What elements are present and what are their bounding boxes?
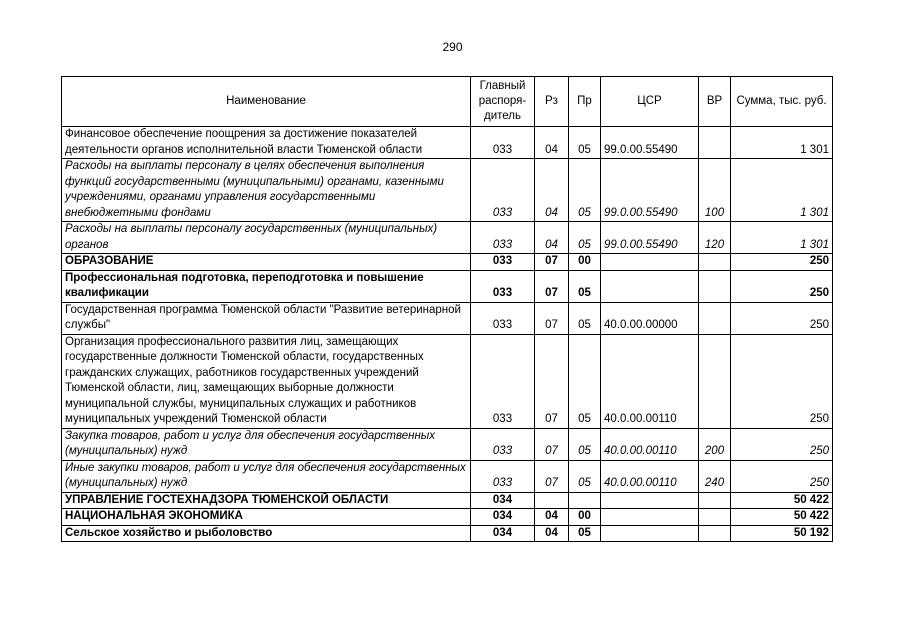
- header-pr: Пр: [569, 77, 601, 127]
- cell-rz: 07: [535, 460, 569, 492]
- table-body: [62, 127, 833, 542]
- cell-rz: 07: [535, 428, 569, 460]
- table-row: [62, 509, 833, 526]
- cell-vr: [699, 334, 731, 428]
- header-csr: ЦСР: [601, 77, 699, 127]
- cell-pr: 05: [569, 270, 601, 302]
- header-manager: Главный распоря-дитель: [471, 77, 535, 127]
- cell-name: НАЦИОНАЛЬНАЯ ЭКОНОМИКА: [62, 509, 471, 526]
- cell-sum: 250: [731, 428, 833, 460]
- cell-csr: [601, 492, 699, 509]
- cell-manager: 033: [471, 334, 535, 428]
- cell-vr: [699, 302, 731, 334]
- cell-csr: 99.0.00.55490: [601, 127, 699, 159]
- cell-sum: 1 301: [731, 159, 833, 222]
- cell-rz: 04: [535, 222, 569, 254]
- cell-manager: 033: [471, 460, 535, 492]
- header-vr: ВР: [699, 77, 731, 127]
- cell-name: Расходы на выплаты персоналу государственных (муниципальных) органов: [62, 222, 471, 254]
- table-row: [62, 222, 833, 254]
- cell-vr: [699, 492, 731, 509]
- table-row: [62, 525, 833, 542]
- cell-sum: 1 301: [731, 222, 833, 254]
- cell-csr: [601, 525, 699, 542]
- cell-pr: 05: [569, 127, 601, 159]
- cell-rz: 04: [535, 509, 569, 526]
- page-number: 290: [442, 40, 463, 54]
- cell-csr: 40.0.00.00110: [601, 428, 699, 460]
- cell-name: Организация профессионального развития лиц, замещающих государственные должности Тюменской области, государственных гражданских служащих, работников государственных учреждений Тюменской области, лиц, замещающих выборные должности муниципальной службы, муниципальных служащих и работников муниципальных учреждений Тюменской области: [62, 334, 471, 428]
- cell-vr: 120: [699, 222, 731, 254]
- cell-csr: [601, 509, 699, 526]
- cell-sum: 50 192: [731, 525, 833, 542]
- cell-vr: [699, 270, 731, 302]
- cell-pr: 05: [569, 525, 601, 542]
- cell-rz: 04: [535, 159, 569, 222]
- table-row: [62, 428, 833, 460]
- cell-manager: 033: [471, 222, 535, 254]
- cell-name: Финансовое обеспечение поощрения за достижение показателей деятельности органов исполнительной власти Тюменской области: [62, 127, 471, 159]
- cell-vr: [699, 525, 731, 542]
- cell-csr: 40.0.00.00110: [601, 460, 699, 492]
- cell-vr: [699, 254, 731, 271]
- table-row: [62, 270, 833, 302]
- cell-rz: 07: [535, 302, 569, 334]
- cell-pr: 05: [569, 334, 601, 428]
- cell-name: Иные закупки товаров, работ и услуг для обеспечения государственных (муниципальных) нужд: [62, 460, 471, 492]
- cell-sum: 250: [731, 460, 833, 492]
- cell-sum: 50 422: [731, 492, 833, 509]
- cell-vr: 100: [699, 159, 731, 222]
- cell-csr: 99.0.00.55490: [601, 222, 699, 254]
- cell-manager: 034: [471, 509, 535, 526]
- cell-pr: 05: [569, 159, 601, 222]
- cell-rz: [535, 492, 569, 509]
- cell-sum: 1 301: [731, 127, 833, 159]
- cell-pr: 05: [569, 222, 601, 254]
- cell-vr: [699, 127, 731, 159]
- cell-pr: 00: [569, 254, 601, 271]
- cell-csr: [601, 270, 699, 302]
- table-header-row: [62, 77, 833, 127]
- table-row: [62, 302, 833, 334]
- cell-sum: 250: [731, 302, 833, 334]
- header-sum: Сумма, тыс. руб.: [731, 77, 833, 127]
- cell-manager: 033: [471, 159, 535, 222]
- cell-vr: [699, 509, 731, 526]
- cell-csr: 40.0.00.00000: [601, 302, 699, 334]
- cell-csr: 40.0.00.00110: [601, 334, 699, 428]
- cell-manager: 033: [471, 428, 535, 460]
- cell-name: УПРАВЛЕНИЕ ГОСТЕХНАДЗОРА ТЮМЕНСКОЙ ОБЛАСТИ: [62, 492, 471, 509]
- cell-manager: 033: [471, 127, 535, 159]
- cell-pr: 05: [569, 460, 601, 492]
- budget-table: [61, 76, 833, 542]
- cell-manager: 034: [471, 525, 535, 542]
- cell-name: Сельское хозяйство и рыболовство: [62, 525, 471, 542]
- cell-pr: 00: [569, 509, 601, 526]
- cell-rz: 07: [535, 334, 569, 428]
- cell-name: Профессиональная подготовка, переподготовка и повышение квалификации: [62, 270, 471, 302]
- cell-manager: 033: [471, 302, 535, 334]
- cell-rz: 07: [535, 270, 569, 302]
- cell-vr: 240: [699, 460, 731, 492]
- cell-rz: 04: [535, 127, 569, 159]
- cell-rz: 07: [535, 254, 569, 271]
- cell-pr: 05: [569, 428, 601, 460]
- cell-sum: 250: [731, 334, 833, 428]
- cell-sum: 50 422: [731, 509, 833, 526]
- cell-manager: 034: [471, 492, 535, 509]
- cell-pr: 05: [569, 302, 601, 334]
- cell-pr: [569, 492, 601, 509]
- cell-sum: 250: [731, 254, 833, 271]
- table-row: [62, 127, 833, 159]
- cell-vr: 200: [699, 428, 731, 460]
- cell-manager: 033: [471, 270, 535, 302]
- table-row: [62, 460, 833, 492]
- cell-sum: 250: [731, 270, 833, 302]
- cell-csr: 99.0.00.55490: [601, 159, 699, 222]
- cell-csr: [601, 254, 699, 271]
- cell-name: Государственная программа Тюменской области "Развитие ветеринарной службы": [62, 302, 471, 334]
- table-row: [62, 334, 833, 428]
- table-row: [62, 159, 833, 222]
- table-row: [62, 492, 833, 509]
- cell-name: Расходы на выплаты персоналу в целях обеспечения выполнения функций государственными (муниципальными) органами, казенными учреждениями, органами управления государственными внебюджетными фондами: [62, 159, 471, 222]
- cell-manager: 033: [471, 254, 535, 271]
- table-row: [62, 254, 833, 271]
- cell-name: Закупка товаров, работ и услуг для обеспечения государственных (муниципальных) нужд: [62, 428, 471, 460]
- cell-rz: 04: [535, 525, 569, 542]
- header-rz: Рз: [535, 77, 569, 127]
- cell-name: ОБРАЗОВАНИЕ: [62, 254, 471, 271]
- header-name: Наименование: [62, 77, 471, 127]
